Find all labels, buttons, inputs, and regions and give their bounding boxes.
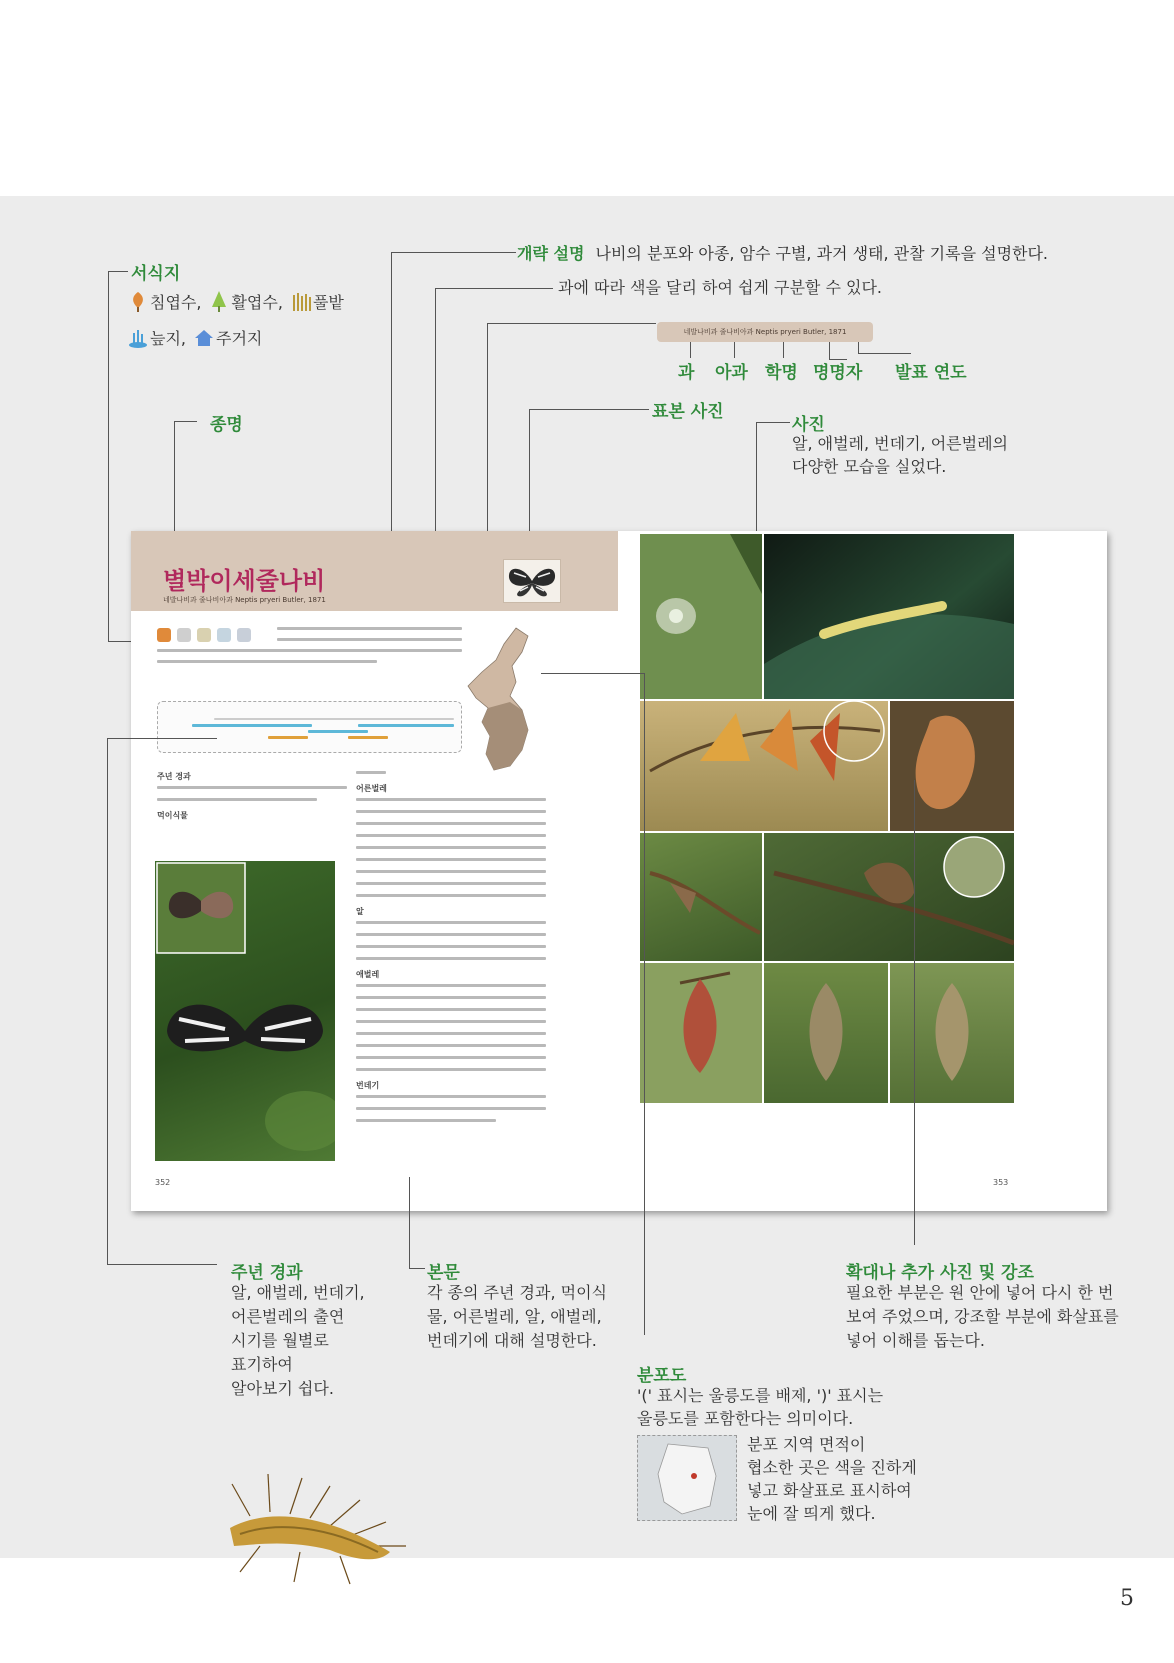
- larva-heading: 애벌레: [356, 970, 380, 979]
- annual-title: 주년 경과: [231, 1263, 303, 1283]
- egg-photo: [640, 534, 762, 699]
- color-desc: 과에 따라 색을 달리 하여 쉽게 구분할 수 있다.: [558, 278, 882, 297]
- body-desc-3: 번데기에 대해 설명한다.: [427, 1331, 597, 1350]
- specimen-photo: [503, 559, 561, 603]
- egg-heading: 알: [356, 907, 364, 916]
- body-desc-1: 각 종의 주년 경과, 먹이식: [427, 1283, 607, 1302]
- distribution-sample-map: [637, 1435, 737, 1521]
- food-heading: 먹이식물: [157, 811, 188, 820]
- distribution-title: 분포도: [637, 1366, 687, 1386]
- zoom-desc-3: 넣어 이해를 돕는다.: [846, 1331, 985, 1350]
- annual-desc-3: 시기를 월별로: [231, 1331, 329, 1350]
- photo-title: 사진: [792, 415, 825, 435]
- taxon-tick-2: [734, 342, 735, 358]
- grassland-icon: [291, 291, 311, 313]
- distribution-map-desc-2: 협소한 곳은 색을 진하게: [747, 1458, 917, 1477]
- taxon-tick-5: [858, 342, 911, 354]
- distribution-leader: [541, 673, 645, 1335]
- zoom-title: 확대나 추가 사진 및 강조: [846, 1263, 1034, 1283]
- left-page-number: 352: [155, 1178, 171, 1187]
- taxon-label-author: 명명자: [813, 363, 863, 383]
- distribution-map-desc-4: 눈에 잘 띄게 했다.: [747, 1504, 876, 1523]
- residential-icon: [194, 327, 214, 349]
- habitat-title: 서식지: [131, 264, 181, 284]
- species-name: 별박이세줄나비: [163, 567, 326, 595]
- right-page-number: 353: [993, 1178, 1009, 1187]
- photo-desc-1: 알, 애벌레, 번데기, 어른벌레의: [792, 434, 1008, 453]
- habitat-row-2: [128, 326, 262, 349]
- pupa-photo: [640, 963, 762, 1103]
- body-leader: [409, 1177, 425, 1269]
- pupa-front-photo: [890, 963, 1014, 1103]
- taxon-label-family: 과: [678, 363, 695, 383]
- pupa-heading: 번데기: [356, 1081, 380, 1090]
- habitat-broadleaf-label: 활엽수,: [231, 293, 283, 312]
- annual-desc-4: 표기하여: [231, 1355, 293, 1374]
- annual-heading: 주년 경과: [157, 772, 191, 781]
- caterpillar-illustration: [210, 1466, 430, 1586]
- annual-desc-5: 알아보기 쉽다.: [231, 1379, 334, 1398]
- annual-desc-2: 어른벌레의 출연: [231, 1307, 345, 1326]
- taxon-label-scientific-name: 학명: [765, 363, 798, 383]
- body-title: 본문: [427, 1263, 460, 1283]
- specimen-label: 표본 사진: [652, 402, 724, 422]
- taxon-label-year: 발표 연도: [895, 363, 967, 383]
- distribution-desc-1: '(' 표시는 울릉도를 배제, ')' 표시는: [637, 1386, 884, 1405]
- habitat-leader: [108, 271, 128, 642]
- overview-title: 개략 설명: [517, 244, 585, 263]
- intro-text: [157, 649, 462, 671]
- habitat-row-1: [128, 290, 344, 313]
- intro-text-right: [277, 627, 462, 649]
- zoom-leader: [914, 780, 915, 1245]
- taxon-bar: 네발나비과 줄나비아과 Neptis pryeri Butler, 1871: [657, 322, 873, 342]
- pupa-side-photo: [764, 963, 888, 1103]
- page-number: 5: [1120, 1586, 1134, 1611]
- distribution-desc-2: 울릉도를 포함한다는 의미이다.: [637, 1409, 854, 1428]
- habitat-conifer-label: 침엽수,: [150, 293, 202, 312]
- zoom-desc-1: 필요한 부분은 원 안에 넣어 다시 한 번: [846, 1283, 1114, 1302]
- habitat-icons-mini: [157, 628, 251, 642]
- taxon-line: 네발나비과 줄나비아과 Neptis pryeri Butler, 1871: [163, 596, 326, 604]
- final-instar-photo: [640, 833, 762, 961]
- habitat-grassland-label: 풀밭: [312, 293, 344, 312]
- species-name-label: 종명: [210, 415, 243, 435]
- larva-photo: [764, 534, 1014, 699]
- taxon-label-subfamily: 아과: [715, 363, 748, 383]
- taxon-tick-1: [690, 342, 691, 358]
- annual-desc-1: 알, 애벌레, 번데기,: [231, 1283, 365, 1302]
- annual-leader: [107, 738, 217, 1265]
- overwinter-nest-photo: [640, 701, 888, 831]
- distribution-map-desc-1: 분포 지역 면적이: [747, 1435, 866, 1454]
- overview-desc: 나비의 분포와 아종, 암수 구별, 과거 생태, 관찰 기록을 설명한다.: [595, 244, 1049, 263]
- species-header-band: [131, 531, 618, 611]
- broadleaf-icon: [209, 291, 229, 313]
- overview-callout: [517, 241, 1048, 264]
- marsh-icon: [128, 327, 148, 349]
- habitat-marsh-label: 늪지,: [150, 329, 186, 348]
- taxon-tick-3: [783, 342, 784, 358]
- photo-desc-2: 다양한 모습을 실었다.: [792, 457, 947, 476]
- overwinter-larva-photo: [890, 701, 1014, 831]
- final-instar-detail-photo: [764, 833, 1014, 961]
- body-desc-2: 물, 어른벌레, 알, 애벌레,: [427, 1307, 602, 1326]
- body-text-right: [356, 771, 546, 1131]
- conifer-icon: [128, 291, 148, 313]
- distribution-map-desc-3: 넣고 화살표로 표시하여: [747, 1481, 912, 1500]
- adult-heading: 어른벌레: [356, 784, 387, 793]
- habitat-residential-label: 주거지: [216, 329, 263, 348]
- zoom-desc-2: 보여 주었으며, 강조할 부분에 화살표를: [846, 1307, 1119, 1326]
